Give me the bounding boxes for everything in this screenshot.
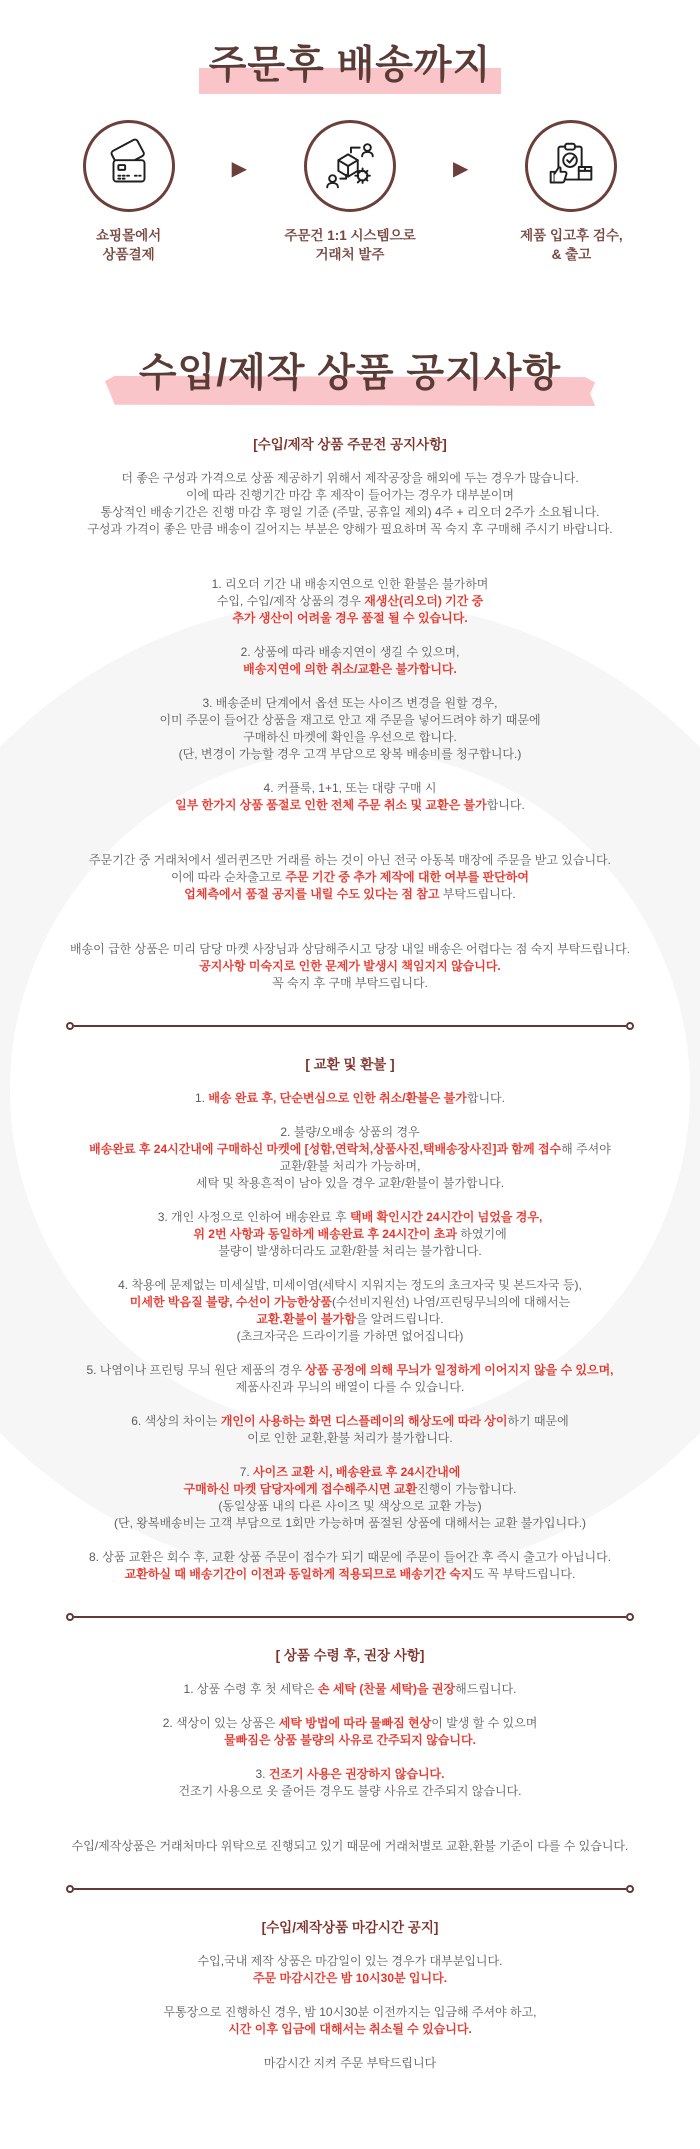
notice-text: (초크자국은 드라이기를 가하면 없어집니다) [236, 1328, 464, 1343]
notice-text-emphasis: 주문 마감시간은 밤 10시30분 입니다. [252, 1970, 448, 1985]
notice-text-emphasis: 건조기 사용은 권장하지 않습니다. [268, 1766, 445, 1781]
notice-text: 해드립니다. [455, 1681, 517, 1696]
notice-body [20, 436, 680, 2072]
step-label-line2: & 출고 [551, 247, 592, 263]
notice-text: 이에 따라 순차출고로 [171, 869, 286, 884]
notice-text: 1. 상품 수령 후 첫 세탁은 [183, 1681, 318, 1696]
notice-text: 2. 상품에 따라 배송지연이 생길 수 있으며, [240, 644, 460, 659]
divider-rule [74, 1616, 626, 1619]
notice-paragraph [20, 1715, 680, 1749]
section-heading: [수입/제작 상품 주문전 공지사항] [253, 436, 447, 452]
notice-text: 불량이 발생하더라도 교환/환불 처리는 불가합니다. [218, 1243, 482, 1258]
section-divider [66, 1613, 634, 1621]
notice-text: (단, 변경이 가능할 경우 고객 부담으로 왕복 배송비를 청구합니다.) [178, 746, 522, 761]
notice-text-emphasis: 손 세탁 (찬물 세탁)을 권장 [317, 1681, 456, 1696]
notice-text: 하기 때문에 [507, 1413, 569, 1428]
notice-paragraph [20, 1362, 680, 1396]
notice-text: 진행이 가능합니다. [417, 1481, 517, 1496]
notice-text: 세탁 및 착용흔적이 남아 있을 경우 교환/환불이 불가합니다. [195, 1175, 505, 1190]
notice-text: 이 발생 할 수 있으며 [431, 1715, 538, 1730]
notice-paragraph [20, 1277, 680, 1345]
notice-text: 3. [255, 1766, 269, 1781]
notice-text-emphasis: 업체측에서 품절 공지를 내릴 수도 있다는 점 참고 [184, 886, 440, 901]
divider-ring-left [66, 1022, 74, 1030]
notice-text: 4. 커플룩, 1+1, 또는 대량 구매 시 [263, 780, 437, 795]
notice-text: 도 꼭 부탁드립니다. [472, 1566, 576, 1581]
notice-text: 1. [195, 1090, 209, 1105]
notice-paragraph [20, 1209, 680, 1260]
page-title-text: 주문후 배송까지 [208, 44, 492, 87]
notice-text-emphasis: 시간 이후 입금에 대해서는 취소될 수 있습니다. [228, 2021, 472, 2036]
notice-text: 1. 리오더 기간 내 배송지연으로 인한 환불은 불가하며 [211, 576, 489, 591]
receiving-inspection-icon [540, 135, 602, 197]
notice-paragraph [20, 1090, 680, 1107]
notice-paragraph [20, 1681, 680, 1698]
notice-text: 이미 주문이 들어간 상품을 재고로 안고 재 주문을 넣어드려야 하기 때문에 [159, 712, 541, 727]
notice-paragraph [20, 1838, 680, 1855]
section-heading: [ 상품 수령 후, 권장 사항] [275, 1647, 425, 1663]
section-divider [66, 1885, 634, 1893]
notice-text: 주문기간 중 거래처에서 셀러퀸즈만 거래를 하는 것이 아닌 전국 아동복 매장에 주문을 받고 있습니다. [89, 852, 611, 867]
notice-text-emphasis: 물빠짐은 상품 불량의 사유로 간주되지 않습니다. [224, 1732, 476, 1747]
notice-paragraph [20, 1766, 680, 1800]
notice-text-emphasis: 배송지연에 의한 취소/교환은 불가합니다. [243, 661, 457, 676]
notice-paragraph [20, 1413, 680, 1447]
notice-text-emphasis: 공지사항 미숙지로 인한 문제가 발생시 책임지지 않습니다. [199, 958, 501, 973]
notice-text: 배송이 급한 상품은 미리 담당 마켓 사장님과 상담해주시고 당장 내일 배송은 어렵다는 점 숙지 부탁드립니다. [69, 941, 631, 956]
process-step-payment [44, 120, 214, 265]
notice-text: 수입,국내 제작 상품은 마감일이 있는 경우가 대부분입니다. [197, 1953, 503, 1968]
page-title-shipping-flow [209, 45, 492, 88]
divider-ring-right [626, 1613, 634, 1621]
step-label [284, 226, 415, 265]
notice-text: 이로 인한 교환,환불 처리가 불가합니다. [247, 1430, 453, 1445]
notice-text: 부탁드립니다. [439, 886, 516, 901]
notice-text: 수입, 수입/제작 상품의 경우 [216, 593, 365, 608]
notice-text: 하였기에 [456, 1226, 507, 1241]
divider-ring-left [66, 1613, 74, 1621]
divider-rule [74, 1888, 626, 1891]
notice-text: 건조기 사용으로 옷 줄어든 경우도 불량 사유로 간주되지 않습니다. [178, 1783, 522, 1798]
step-circle [525, 120, 617, 212]
notice-text-emphasis: 세탁 방법에 따라 물빠짐 현상 [278, 1715, 432, 1730]
order-process-steps [20, 120, 680, 265]
notice-text: 을 알려드립니다. [355, 1311, 444, 1326]
notice-text: 7. [239, 1464, 254, 1479]
notice-text: 합니다. [486, 797, 525, 812]
notice-title-wrap [20, 353, 680, 396]
notice-text: 3. 배송준비 단계에서 옵션 또는 사이즈 변경을 원할 경우, [202, 695, 498, 710]
notice-paragraph [20, 695, 680, 763]
notice-text: 마감시간 지켜 주문 부탁드립니다 [263, 2055, 437, 2070]
notice-text: 6. 색상의 차이는 [131, 1413, 221, 1428]
divider-ring-right [626, 1885, 634, 1893]
notice-text: 무통장으로 진행하신 경우, 밤 10시30분 이전까지는 입금해 주셔야 하고, [163, 2004, 537, 2019]
step-label-line1: 주문건 1:1 시스템으로 [284, 227, 416, 243]
section-heading: [수입/제작상품 마감시간 공지] [261, 1919, 439, 1935]
notice-paragraph [20, 2004, 680, 2038]
notice-text: 5. 나염이나 프린팅 무늬 원단 제품의 경우 [86, 1362, 306, 1377]
notice-text-emphasis: 미세한 박음질 불량, 수선이 가능한상품 [129, 1294, 332, 1309]
notice-paragraph [20, 470, 680, 538]
notice-text-emphasis: 주문 기간 중 추가 제작에 대한 여부를 판단하여 [285, 869, 529, 884]
notice-text: 4. 착용에 문제없는 미세실밥, 미세이염(세탁시 지워지는 정도의 초크자국 및 본드자국 등), [118, 1277, 582, 1292]
divider-rule [74, 1025, 626, 1028]
notice-text-emphasis: 상품 공정에 의해 무늬가 일정하게 이어지지 않을 수 있으며, [305, 1362, 614, 1377]
notice-paragraph [20, 852, 680, 903]
notice-text: 제품사진과 무늬의 배열이 다를 수 있습니다. [235, 1379, 465, 1394]
step-label-line1: 제품 입고후 검수, [520, 227, 623, 243]
notice-paragraph [20, 1953, 680, 1987]
notice-title-text: 수입/제작 상품 공지사항 [138, 352, 562, 396]
section-heading: [ 교환 및 환불 ] [305, 1056, 395, 1072]
step-label [96, 226, 161, 265]
divider-ring-left [66, 1885, 74, 1893]
notice-text-emphasis: 재생산(리오더) 기간 중 [364, 593, 484, 608]
notice-text-emphasis: 배송 완료 후, 단순변심으로 인한 취소/환불은 불가 [208, 1090, 467, 1105]
notice-text: 구매하신 마켓에 확인을 우선으로 합니다. [243, 729, 457, 744]
notice-text-emphasis: 교환.환불이 불가함 [256, 1311, 356, 1326]
notice-text: 통상적인 배송기간은 진행 마감 후 평일 기준 (주말, 공휴일 제외) 4주 + 리오더 2주가 소요됩니다. [100, 504, 600, 519]
notice-text-emphasis: 일부 한가지 상품 품절로 인한 전체 주문 취소 및 교환은 불가 [175, 797, 487, 812]
notice-paragraph [20, 1549, 680, 1583]
notice-text-emphasis: 택배 확인시간 24시간이 넘었을 경우, [350, 1209, 543, 1224]
divider-ring-right [626, 1022, 634, 1030]
notice-text: 이에 따라 진행기간 마감 후 제작이 들어가는 경우가 대부분이며 [185, 487, 515, 502]
notice-paragraph [20, 1464, 680, 1532]
arrow-right-icon: ▶ [453, 157, 469, 180]
notice-text-emphasis: 교환하실 때 배송기간이 이전과 동일하게 적용되므로 배송기간 숙지 [124, 1566, 473, 1581]
notice-text: (동일상품 내의 다른 사이즈 및 색상으로 교환 가능) [218, 1498, 482, 1513]
notice-text-emphasis: 구매하신 마켓 담당자에게 접수해주시면 교환 [183, 1481, 418, 1496]
notice-text: 8. 상품 교환은 회수 후, 교환 상품 주문이 접수가 되기 때문에 주문이 들어간 후 즉시 출고가 아닙니다. [88, 1549, 612, 1564]
step-label [520, 226, 623, 265]
page-title-import-notice [139, 353, 561, 396]
notice-text: 3. 개인 사정으로 인하여 배송완료 후 [157, 1209, 350, 1224]
notice-text-emphasis: 개인이 사용하는 화면 디스플레이의 해상도에 따라 상이 [220, 1413, 508, 1428]
notice-text: 해 주셔야 [561, 1141, 611, 1156]
notice-text: (단, 왕복배송비는 고객 부담으로 1회만 가능하며 품절된 상품에 대해서는 교환 불가입니다.) [114, 1515, 586, 1530]
notice-text: 수입/제작상품은 거래처마다 위탁으로 진행되고 있기 때문에 거래처별로 교환,환불 기준이 다를 수 있습니다. [71, 1838, 629, 1853]
notice-paragraph [20, 2055, 680, 2072]
step-circle [83, 120, 175, 212]
notice-text: 2. 색상이 있는 상품은 [162, 1715, 279, 1730]
notice-text: 구성과 가격이 좋은 만큼 배송이 길어지는 부분은 양해가 필요하며 꼭 숙지 후 구매해 주시기 바랍니다. [87, 521, 613, 536]
notice-paragraph [20, 941, 680, 992]
notice-text: 교환/환불 처리가 가능하며, [279, 1158, 421, 1173]
notice-text: 더 좋은 구성과 가격으로 상품 제공하기 위해서 제작공장을 해외에 두는 경우가 많습니다. [121, 470, 579, 485]
order-dispatch-icon [319, 135, 381, 197]
notice-paragraph [20, 644, 680, 678]
step-label-line2: 상품결제 [102, 247, 155, 263]
notice-paragraph [20, 780, 680, 814]
notice-text-emphasis: 사이즈 교환 시, 배송완료 후 24시간내에 [253, 1464, 461, 1479]
process-step-inspection [486, 120, 656, 265]
section-divider [66, 1022, 634, 1030]
notice-text: 2. 불량/오배송 상품의 경우 [280, 1124, 420, 1139]
notice-text-emphasis: 추가 생산이 어려울 경우 품절 될 수 있습니다. [232, 610, 468, 625]
notice-text: 합니다. [466, 1090, 505, 1105]
process-step-dispatch [265, 120, 435, 265]
credit-card-icon [98, 135, 160, 197]
notice-text: (수선비지원선) 나염/프린팅무늬의에 대해서는 [331, 1294, 571, 1309]
step-circle [304, 120, 396, 212]
notice-text-emphasis: 배송완료 후 24시간내에 구매하신 마켓에 [성함,연락처,상품사진,택배송장사진]과 함께 접수 [89, 1141, 562, 1156]
notice-paragraph [20, 576, 680, 627]
step-label-line1: 쇼핑몰에서 [96, 227, 162, 243]
arrow-right-icon: ▶ [231, 157, 247, 180]
notice-text: 꼭 숙지 후 구매 부탁드립니다. [272, 975, 428, 990]
notice-paragraph [20, 1124, 680, 1192]
step-label-line2: 거래처 발주 [315, 247, 385, 263]
notice-text-emphasis: 위 2번 사항과 동일하게 배송완료 후 24시간이 초과 [193, 1226, 457, 1241]
